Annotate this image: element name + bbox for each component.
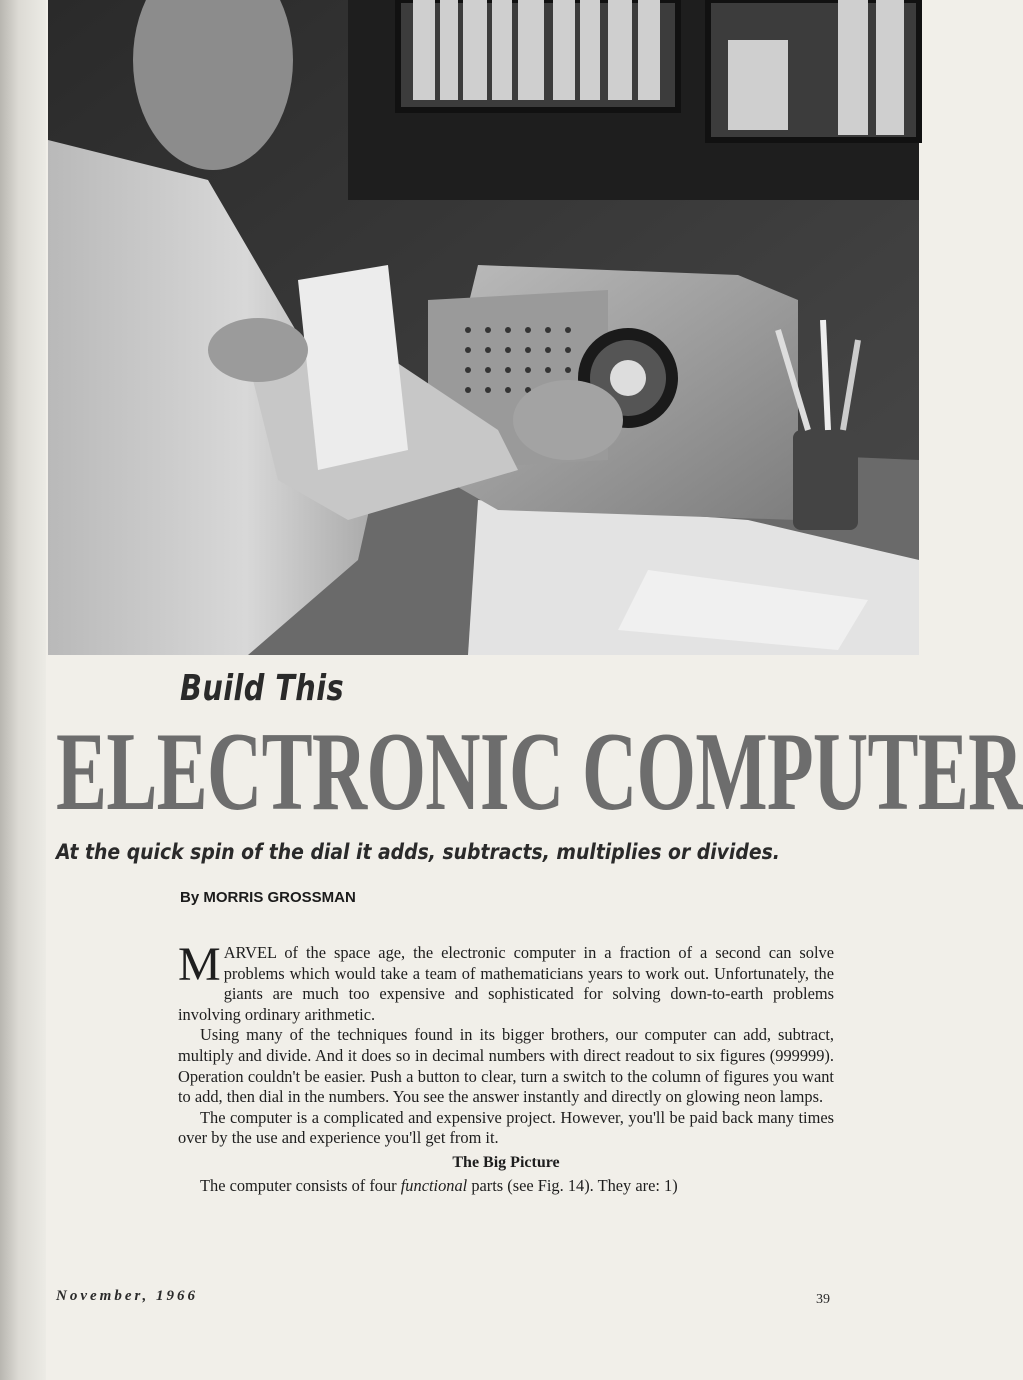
photo-illustration (48, 0, 919, 655)
article-body (178, 938, 834, 1196)
article-kicker: Build This (180, 668, 345, 709)
paragraph-4-start: The computer consists of four (200, 1175, 401, 1195)
article-headline: ELECTRONIC COMPUTER (56, 710, 1023, 834)
issue-date: November, 1966 (56, 1288, 198, 1304)
paragraph-2: Using many of the techniques found in its bigger brothers, our computer can add, subtract, multiply and divide. And it does so in decimal numbers with direct readout to six figures (999999). Operation couldn't be easier. Push a button to clear, turn a switch to the column of figures you want to add, then dial in the numbers. You see the answer instantly and directly on glowing neon lamps. (178, 1025, 834, 1107)
paragraph-3: The computer is a complicated and expensive project. However, you'll be paid back many times over by the use and experience you'll get from it. (178, 1107, 834, 1148)
paragraph-1 (178, 938, 834, 1025)
paragraph-4 (178, 1176, 834, 1197)
page-number: 39 (816, 1292, 830, 1307)
paragraph-1-text: ARVEL of the space age, the electronic computer in a fraction of a second can solve problems which would take a team of mathematicians years to work out. Unfortunately, the giants are much too expensive and sophisticated for solving down-to-earth problems involving ordinary arithmetic. (178, 943, 834, 1024)
article-deck: At the quick spin of the dial it adds, subtracts, multiplies or divides. (56, 840, 780, 864)
article-byline: By MORRIS GROSSMAN (180, 889, 356, 906)
paragraph-4-end: parts (see Fig. 14). They are: 1) (467, 1175, 678, 1195)
section-subhead: The Big Picture (452, 1153, 560, 1171)
drop-cap: M (178, 938, 221, 991)
hero-photo (48, 0, 919, 655)
page-binding-edge (0, 0, 46, 1380)
paragraph-4-emphasis: functional (400, 1175, 468, 1195)
